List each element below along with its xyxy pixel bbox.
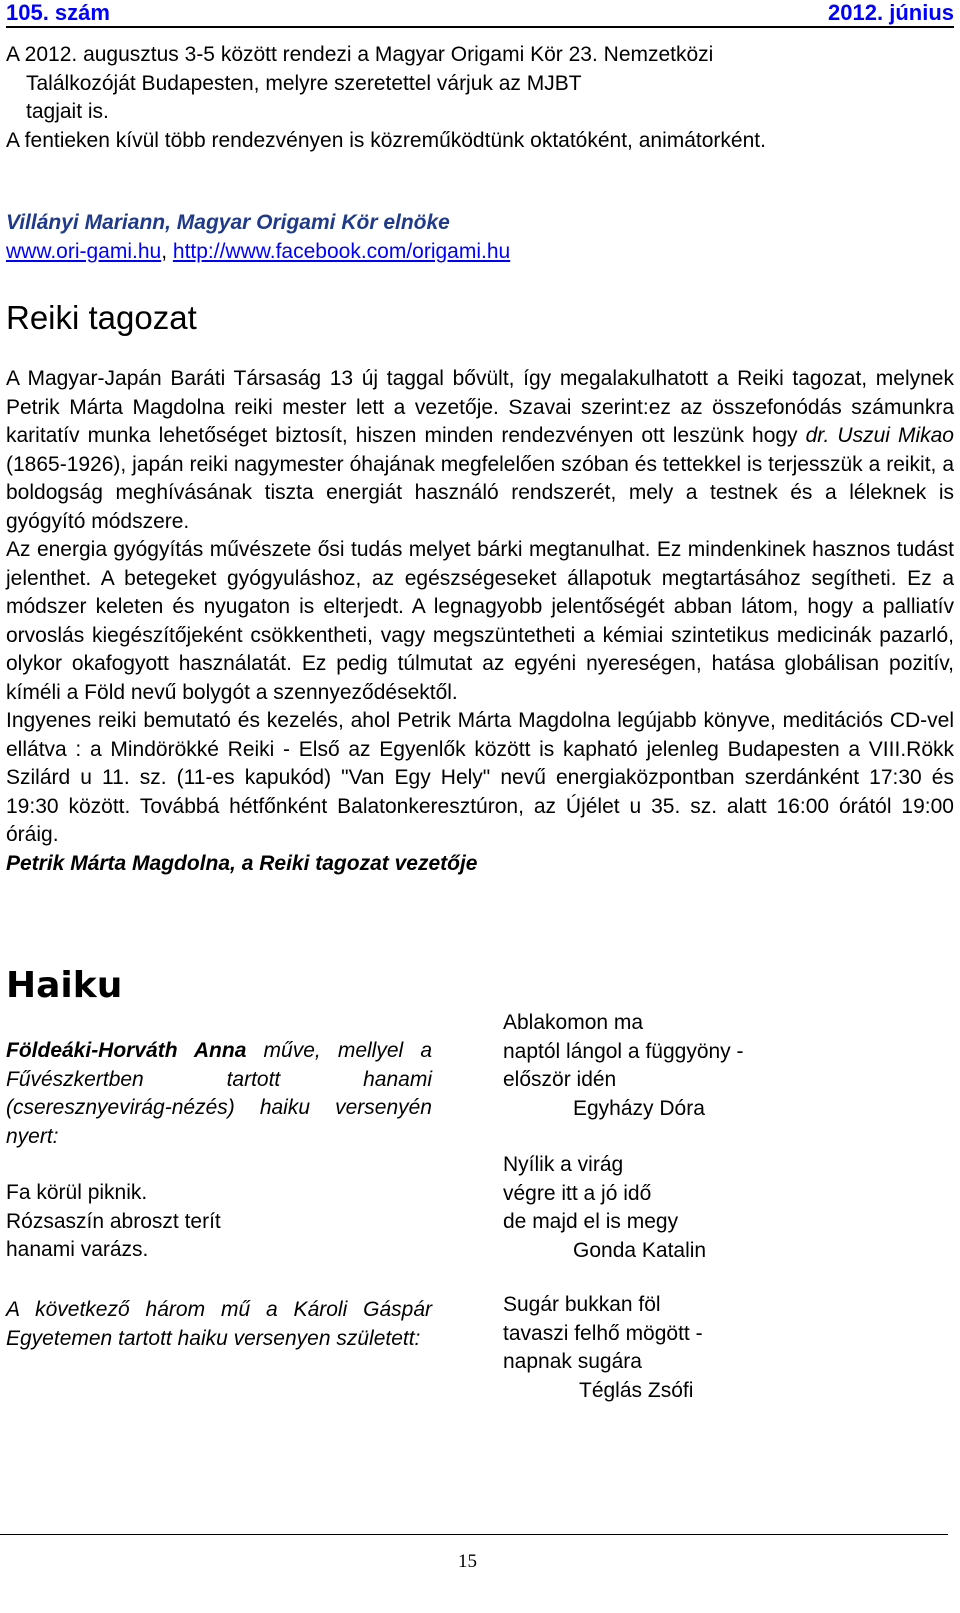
poem-3-author: Gonda Katalin [573,1238,707,1262]
poem-2-line-2: naptól lángol a függyöny - [503,1039,744,1063]
page-header [6,0,954,28]
intro-line-2: Találkozóját Budapesten, melyre szeretettel várjuk az MJBT [26,71,582,95]
poem-1-line-3: hanami varázs. [6,1238,149,1261]
intro-line-4: A fentieken kívül több rendezvényen is közreműködtünk oktatóként, animátorként. [6,128,766,152]
reiki-p1-text: A Magyar-Japán Baráti Társaság 13 új taggal bővült, így megalakulhatott a Reiki tagozat, melynek Petrik Márta Magdolna reiki mester lett a vezetője. Szavai szerint:ez az összefonódás számunkra karitatív munka lehetőséget biztosít, hiszen minden rendezvényen ott leszünk hogy [6,367,954,447]
haiku-poem-2 [503,1009,943,1123]
poem-4-line-1: Sugár bukkan föl [503,1293,661,1316]
haiku-intro-2: A következő három mű a Károli Gáspár Egyetemen tartott haiku versenyen született: [6,1298,432,1350]
reiki-body [6,365,954,878]
poem-2-line-1: Ablakomon ma [503,1011,644,1034]
issue-number: 105. szám [6,0,110,25]
origami-announcement [6,41,954,155]
reiki-paragraph-3: Ingyenes reiki bemutató és kezelés, ahol Petrik Márta Magdolna legújabb könyve, meditációs CD-vel ellátva : a Mindörökké Reiki - Első az Egyenlők között is kapható jelenleg Budapesten a VIII.Rökk Szilárd u 11. sz. (11-es kapukód) "Van Egy Hely" nevű energiaközpontban szerdánként 17:30 és 19:30 között. Továbbá hétfőnként Balatonkeresztúron, az Újélet u 35. sz. alatt 16:00 órától 19:00 óráig. [6,709,954,846]
intro-line-1: A 2012. augusztus 3-5 között rendezi a Magyar Origami Kör 23. Nemzetközi [6,43,714,66]
poem-4-line-2: tavaszi felhő mögött - [503,1321,703,1345]
reiki-paragraph-1 [6,365,954,536]
facebook-link[interactable]: http://www.facebook.com/origami.hu [172,239,511,263]
origami-website-link[interactable]: www.ori-gami.hu [6,239,162,263]
reiki-p1-name: Uszui Mikao [837,424,954,447]
haiku-poem-1 [6,1179,432,1265]
poem-1-line-2: Rózsaszín abroszt terít [6,1209,221,1233]
haiku-poem-4 [503,1291,943,1405]
haiku-poem-3 [503,1151,943,1265]
poem-3-line-2: végre itt a jó idő [503,1181,652,1205]
issue-date: 2012. június [828,0,954,25]
origami-signature: Villányi Mariann, Magyar Origami Kör elnöke [6,211,450,234]
footer-divider [0,1534,948,1535]
reiki-paragraph-2: Az energia gyógyítás művészete ősi tudás melyet bárki megtanulhat. Ez mindenkinek hasznos tudást jelenthet. A betegeket gyógyuláshoz, az egészségeseket állapotuk megtartásához segítheti. Ez a módszer keleten és nyugaton is elterjedt. A legnagyobb jelentőségét abban látom, hogy a palliatív orvoslás kiegészítőjeként csökkentheti, vagy megszüntetheti a kémiai szintetikus medicinák pazarló, olykor okafogyott használatát. Ez pedig túlmutat az egyéni nyereségen, hatása globálisan pozitív, kíméli a Föld nevű bolygót a szennyeződésektől. [6,538,954,704]
haiku-title: Haiku [6,965,123,1006]
poem-3-line-3: de majd el is megy [503,1210,679,1233]
poem-3-line-1: Nyílik a virág [503,1153,624,1176]
page-number: 15 [458,1551,477,1572]
poem-1-line-1: Fa körül piknik. [6,1181,148,1204]
poem-4-author: Téglás Zsófi [579,1378,694,1402]
intro-line-3: tagjait is. [26,100,109,123]
reiki-signature: Petrik Márta Magdolna, a Reiki tagozat vezetője [6,851,478,875]
reiki-p1-text-2: (1865-1926), japán reiki nagymester óhajának megfelelően szóban és tettekkel is terjesszük a reikit, a boldogság meghívásának tiszta energiát használó rendszerét, mely a testnek és a léleknek is gyógyító módszere. [6,452,954,533]
link-separator: , [161,239,173,263]
haiku-intro-text: műve, mellyel a Fűvészkertben tartott hanami (cseresznyevirág-nézés) haiku versenyén nyert: [6,1039,432,1148]
poem-2-line-3: először idén [503,1068,617,1091]
poem-2-author: Egyházy Dóra [573,1096,705,1120]
haiku-intro [6,1037,432,1151]
haiku-intro-author: Földeáki-Horváth Anna [6,1039,247,1062]
origami-signature-block [6,209,954,266]
poem-4-line-3: napnak sugára [503,1350,642,1373]
reiki-p1-dr: dr. [805,424,830,447]
reiki-title: Reiki tagozat [6,299,197,336]
